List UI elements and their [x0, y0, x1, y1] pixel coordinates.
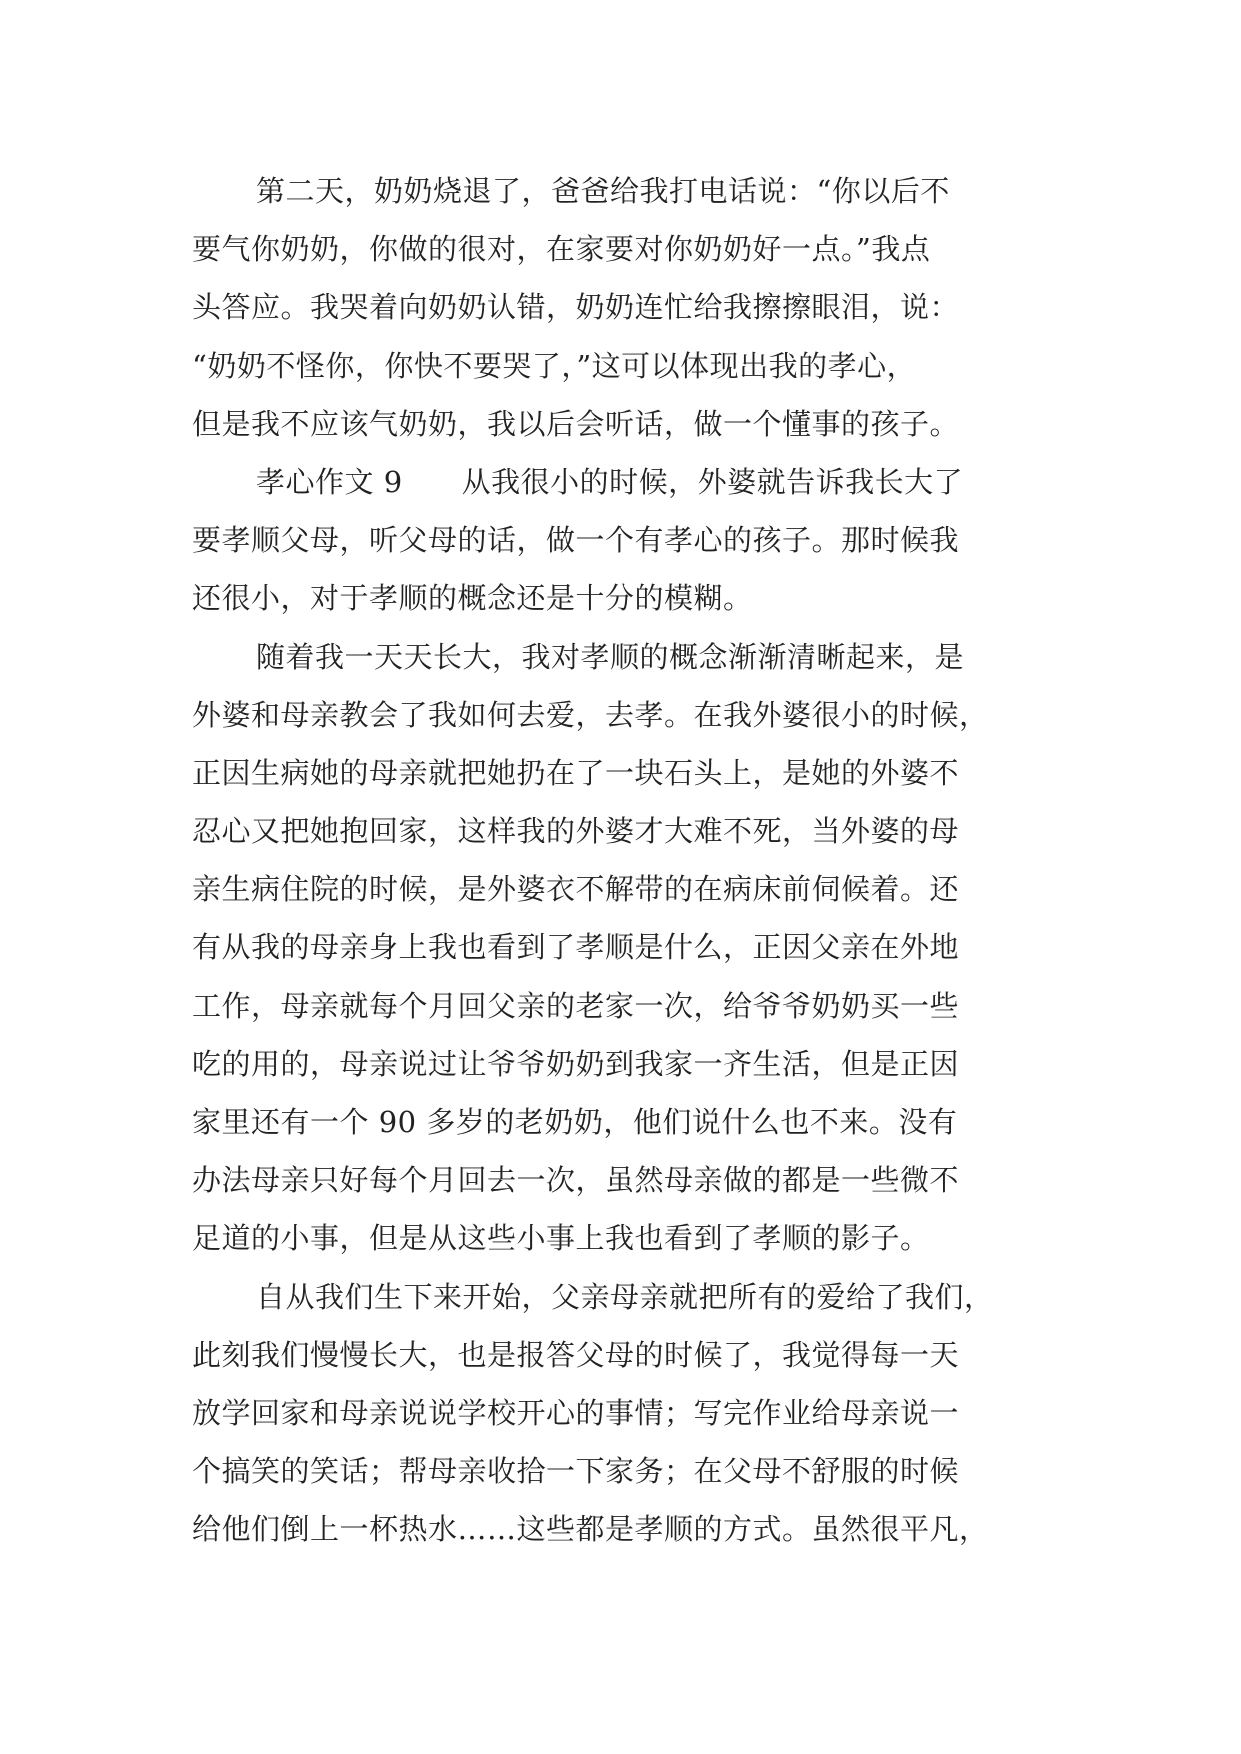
text-line: 有从我的母亲身上我也看到了孝顺是什么，正因父亲在外地: [192, 930, 960, 965]
text-line: 吃的用的，母亲说过让爷爷奶奶到我家一齐生活，但是正因: [192, 1046, 960, 1081]
text-line: 要孝顺父母，听父母的话，做一个有孝心的孩子。那时候我: [192, 523, 960, 558]
text-line: 家里还有一个 90 多岁的老奶奶，他们说什么也不来。没有: [192, 1105, 958, 1139]
text-line: “奶奶不怪你，你快不要哭了，”这可以体现出我的孝心，: [192, 348, 917, 383]
text-line: 随着我一天天长大，我对孝顺的概念渐渐清晰起来，是: [256, 639, 965, 674]
text-line: 亲生病住院的时候，是外婆衣不解带的在病床前伺候着。还: [192, 872, 960, 907]
text-line: 自从我们生下来开始，父亲母亲就把所有的爱给了我们，: [256, 1279, 994, 1314]
text-line: 工作，母亲就每个月回父亲的老家一次，给爷爷奶奶买一些: [192, 988, 960, 1023]
text-line: 头答应。我哭着向奶奶认错，奶奶连忙给我擦擦眼泪，说：: [192, 290, 960, 325]
text-line: 足道的小事，但是从这些小事上我也看到了孝顺的影子。: [192, 1221, 930, 1256]
text-line: 办法母亲只好每个月回去一次，虽然母亲做的都是一些微不: [192, 1163, 960, 1198]
text-line: 给他们倒上一杯热水……这些都是孝顺的方式。虽然很平凡，: [192, 1512, 989, 1547]
text-line: 要气你奶奶，你做的很对，在家要对你奶奶好一点。”我点: [192, 232, 931, 267]
text-line: 个搞笑的笑话；帮母亲收拾一下家务；在父母不舒服的时候: [192, 1454, 960, 1489]
text-line: 孝心作文 9 从我很小的时候，外婆就告诉我长大了: [256, 464, 964, 499]
document-body: [192, 162, 1062, 1559]
text-line: 此刻我们慢慢长大，也是报答父母的时候了，我觉得每一天: [192, 1337, 960, 1372]
text-line: 第二天，奶奶烧退了，爸爸给我打电话说：“你以后不: [256, 174, 950, 208]
text-line: 外婆和母亲教会了我如何去爱，去孝。在我外婆很小的时候，: [192, 697, 989, 732]
text-line: 但是我不应该气奶奶，我以后会听话，做一个懂事的孩子。: [192, 406, 960, 441]
text-line: 正因生病她的母亲就把她扔在了一块石头上，是她的外婆不: [192, 755, 960, 790]
text-line: 放学回家和母亲说说学校开心的事情；写完作业给母亲说一: [192, 1395, 960, 1430]
text-line: 忍心又把她抱回家，这样我的外婆才大难不死，当外婆的母: [192, 814, 960, 849]
text-line: 还很小，对于孝顺的概念还是十分的模糊。: [192, 581, 753, 616]
